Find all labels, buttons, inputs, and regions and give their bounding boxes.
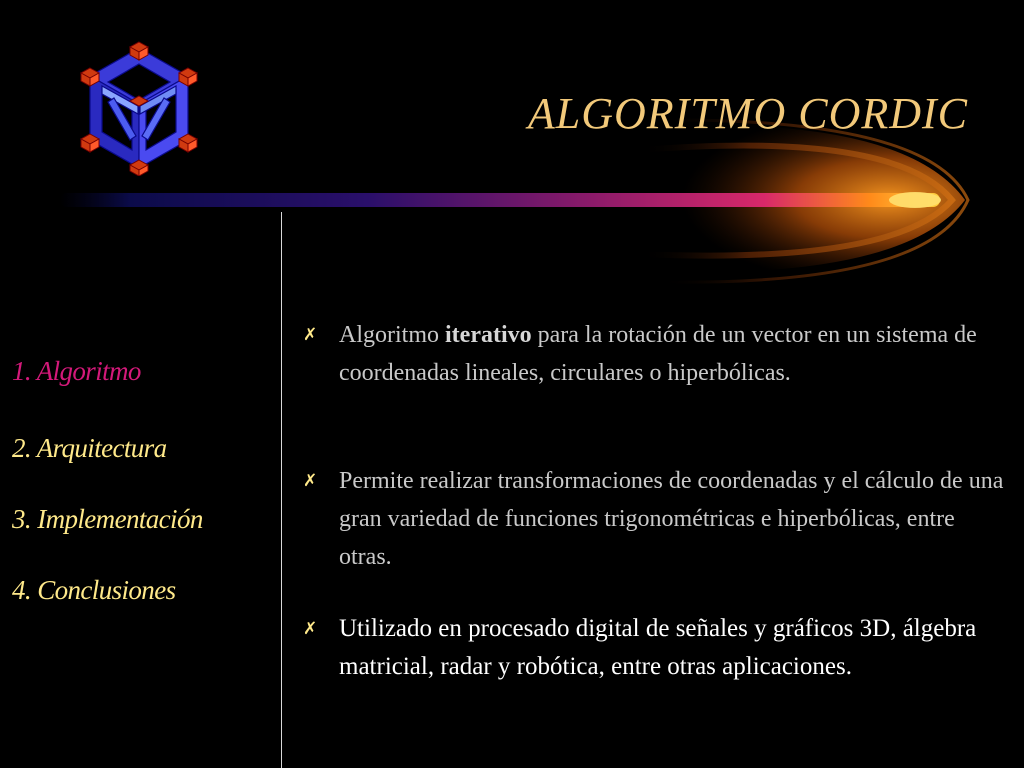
nav-item-arquitectura[interactable]: 2. Arquitectura <box>12 433 167 463</box>
slide-title: ALGORITMO CORDIC <box>527 89 968 138</box>
vertical-divider <box>281 212 282 768</box>
section-nav <box>12 358 274 604</box>
x-mark-icon: ✗ <box>303 619 318 639</box>
bullet-text: Utilizado en procesado digital de señales y gráficos 3D, álgebra matricial, radar y robótica, entre otras aplicaciones. <box>339 615 977 680</box>
bullet-text-start: Algoritmo <box>339 322 445 348</box>
bullet-text-end: para la rotación de un vector en un sistema de coordenadas lineales, circulares o hiperbólicas. <box>339 322 977 386</box>
bullet-emphasis: iterativo <box>445 322 532 348</box>
x-mark-icon: ✗ <box>303 325 318 345</box>
bullet-text <box>339 316 1012 392</box>
x-mark-icon: ✗ <box>303 471 318 491</box>
bullet-item <box>300 462 1012 576</box>
bullet-text: Permite realizar transformaciones de coordenadas y el cálculo de una gran variedad de funciones trigonométricas e hiperbólicas, entre otras. <box>339 468 1004 570</box>
bullet-item <box>300 316 1012 392</box>
cube-logo-icon <box>78 40 200 176</box>
bullet-item <box>300 610 1012 686</box>
nav-item-conclusiones[interactable]: 4. Conclusiones <box>12 575 176 605</box>
nav-item-implementacion[interactable]: 3. Implementación <box>12 504 203 534</box>
nav-item-algoritmo[interactable]: 1. Algoritmo <box>12 356 141 386</box>
